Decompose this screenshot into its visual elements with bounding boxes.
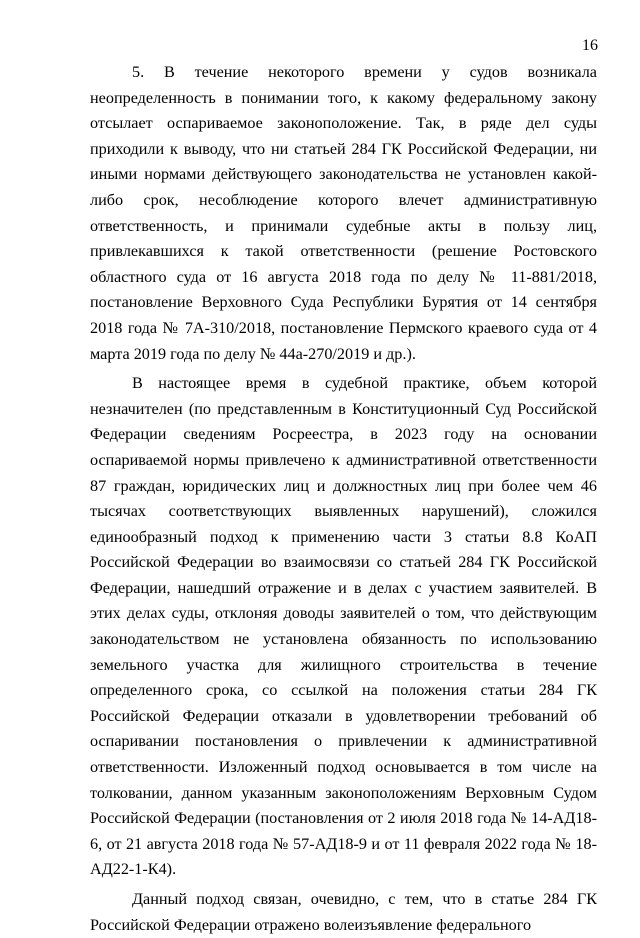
paragraph-1: 5. В течение некоторого времени у судов возникала неопределенность в понимании того, к какому федеральному закону отсылает оспариваемое законоположение. Так, в ряде дел суды приходили к выводу, что ни статьей 284 ГК Российской Федерации, ни иными нормами действующего законодательства не установлен какой-либо срок, несоблюдение которого влечет административную ответственность, и принимали судебные акты в пользу лиц, привлекавшихся к такой ответственности (решение Ростовского областного суда от 16 августа 2018 года по делу № 11-881/2018, постановление Верховного Суда Республики Бурятия от 14 сентября 2018 года № 7А-310/2018, постановление Пермского краевого суда от 4 марта 2019 года по делу № 44а-270/2019 и др.). — [90, 63, 597, 363]
paragraph-3: Данный подход связан, очевидно, с тем, что в статье 284 ГК Российской Федерации отражено волеизъявление федерального — [90, 890, 597, 934]
paragraph-2: В настоящее время в судебной практике, объем которой незначителен (по представленным в Конституционный Суд Российской Федерации сведениям Росреестра, в 2023 году на основании оспариваемой нормы привлечено к административной ответственности 87 граждан, юридических лиц и должностных лиц при более чем 46 тысячах соответствующих выявленных нарушений), сложился единообразный подход к применению части 3 статьи 8.8 КоАП Российской Федерации во взаимосвязи со статьей 284 ГК Российской Федерации, нашедший отражение и в делах с участием заявителей. В этих делах суды, отклоняя доводы заявителей о том, что действующим законодательством не установлена обязанность по использованию земельного участка для жилищного строительства в течение определенного срока, со ссылкой на положения статьи 284 ГК Российской Федерации отказали в удовлетворении требований об оспаривании постановления о привлечении к административной ответственности. Изложенный подход основывается в том числе на толковании, данном указанным законоположениям Верховным Судом Российской Федерации (постановления от 2 июля 2018 года № 14-АД18-6, от 21 августа 2018 года № 57-АД18-9 и от 11 февраля 2022 года № 18-АД22-1-К4). — [90, 374, 597, 879]
page-number: 16 — [582, 37, 598, 54]
document-body — [90, 60, 597, 938]
